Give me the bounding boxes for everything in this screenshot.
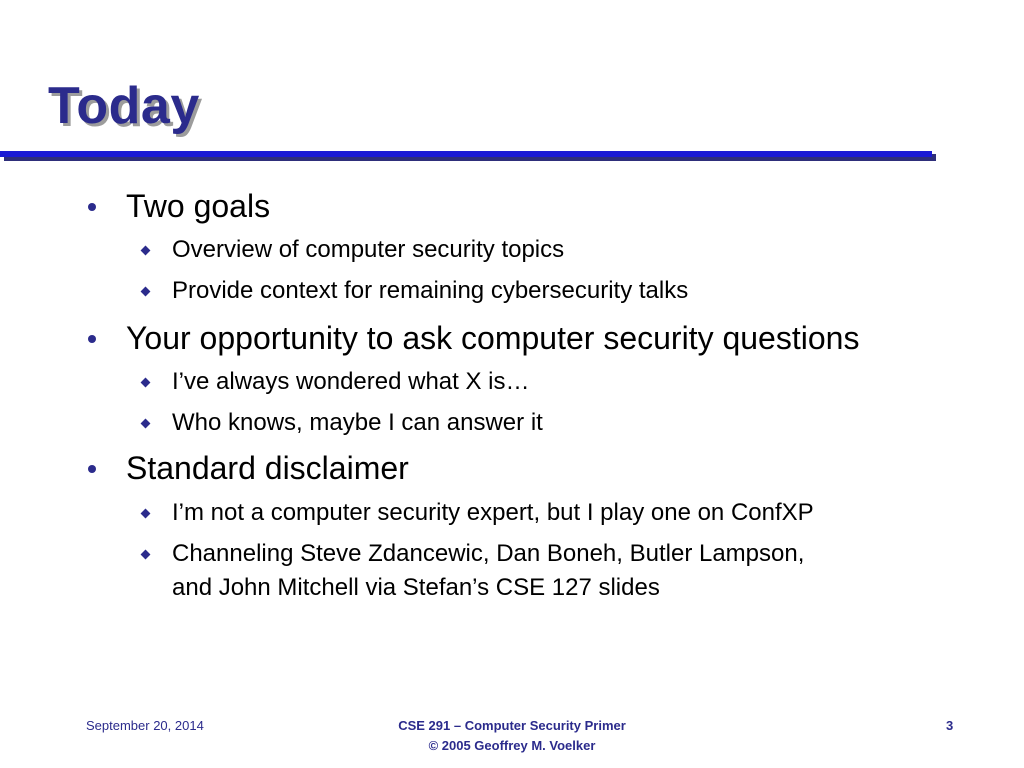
slide-title: Today xyxy=(48,77,200,135)
footer-copyright: © 2005 Geoffrey M. Voelker xyxy=(428,738,596,753)
sub-bullet-item: Channeling Steve Zdancewic, Dan Boneh, Butler Lampson, xyxy=(172,540,805,567)
diamond-icon xyxy=(141,287,151,297)
diamond-icon xyxy=(141,246,151,256)
footer-center xyxy=(362,716,662,756)
footer-page-number: 3 xyxy=(946,718,954,733)
sub-bullet-item: Overview of computer security topics xyxy=(172,236,565,263)
footer-course: CSE 291 – Computer Security Primer xyxy=(398,718,626,733)
diamond-icon xyxy=(141,509,151,519)
sub-bullet-item-continuation: and John Mitchell via Stefan’s CSE 127 slides xyxy=(172,574,660,601)
round-dot-icon xyxy=(88,335,96,343)
sub-bullet-item: I’m not a computer security expert, but I play one on ConfXP xyxy=(172,499,814,526)
sub-bullet-item: Provide context for remaining cybersecurity talks xyxy=(172,277,689,304)
diamond-icon xyxy=(141,378,151,388)
bullet-item: Your opportunity to ask computer security questions xyxy=(126,320,860,356)
sub-bullet-item: Who knows, maybe I can answer it xyxy=(172,409,543,436)
round-dot-icon xyxy=(88,203,96,211)
bullet-item: Standard disclaimer xyxy=(126,450,409,486)
sub-bullet-item: I’ve always wondered what X is… xyxy=(172,368,530,395)
round-dot-icon xyxy=(88,465,96,473)
diamond-icon xyxy=(141,550,151,560)
diamond-icon xyxy=(141,419,151,429)
footer-date: September 20, 2014 xyxy=(86,718,204,733)
bullet-item: Two goals xyxy=(126,188,271,224)
